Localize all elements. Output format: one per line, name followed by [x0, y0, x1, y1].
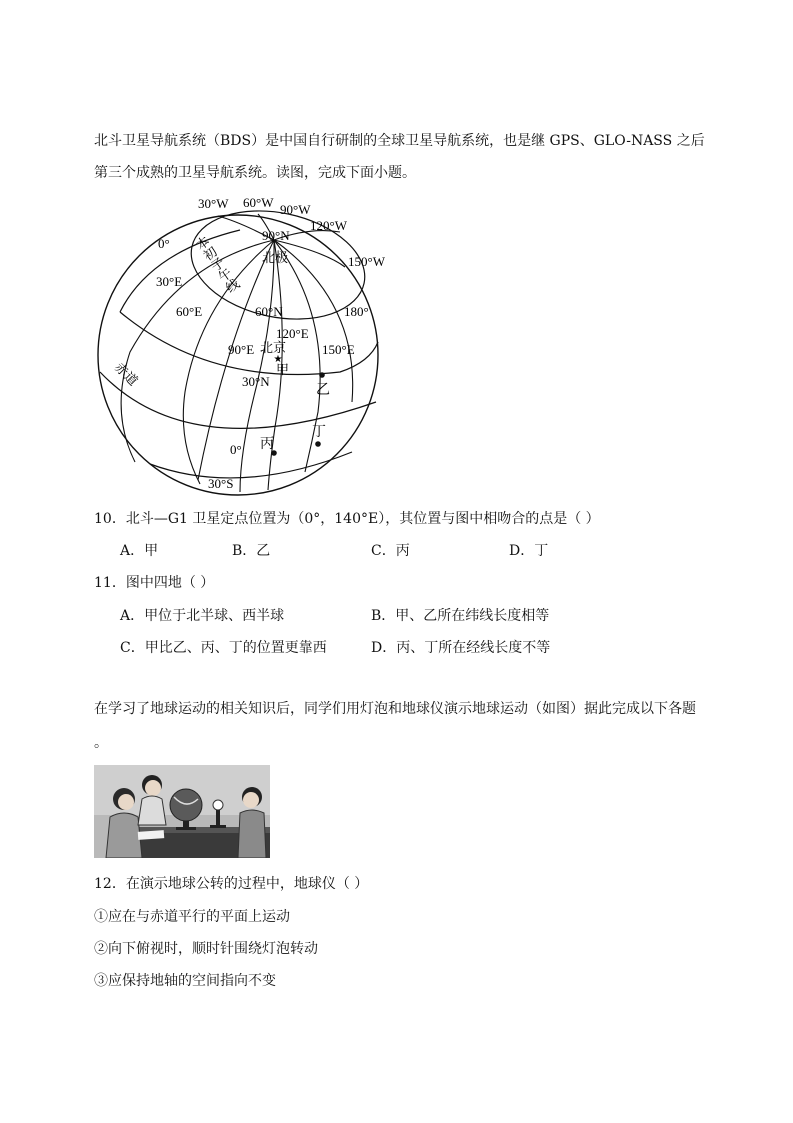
q10-option-c: C．丙 — [371, 543, 410, 559]
q12-statement-3: ③应保持地轴的空间指向不变 — [94, 973, 276, 989]
lat-30s-line — [150, 452, 352, 478]
label-180: 180° — [344, 304, 369, 319]
label-lat-0: 0° — [230, 442, 242, 457]
label-60e: 60°E — [176, 304, 203, 319]
globe-model — [170, 789, 202, 821]
label-lon-0: 0° — [158, 236, 170, 251]
q11-stem: 11．图中四地（ ） — [94, 575, 215, 591]
globe-figure — [90, 192, 390, 497]
passage2-line2: 。 — [94, 735, 108, 751]
label-30n: 30°N — [242, 374, 270, 389]
passage1-line1: 北斗卫星导航系统（BDS）是中国自行研制的全球卫星导航系统，也是继 GPS、GLO-NASS 之后 — [94, 133, 705, 149]
label-equator: 赤道 — [111, 359, 141, 389]
q10-option-a: A．甲 — [120, 543, 159, 559]
beijing-star: ★ — [273, 354, 283, 365]
point-yi-dot — [319, 372, 325, 378]
q12-statement-1: ①应在与赤道平行的平面上运动 — [94, 909, 290, 925]
point-ding-dot — [315, 441, 321, 447]
label-north-pole: 北极 — [262, 250, 289, 265]
label-30w: 30°W — [198, 196, 229, 211]
label-prime-meridian: 本初子午线 — [191, 233, 242, 296]
q11-option-b: B．甲、乙所在纬线长度相等 — [371, 608, 550, 624]
q10-option-b: B．乙 — [232, 543, 271, 559]
passage1-line2: 第三个成熟的卫星导航系统。读图，完成下面小题。 — [94, 165, 416, 181]
q12-stem: 12．在演示地球公转的过程中，地球仪（ ） — [94, 876, 369, 892]
label-90e: 90°E — [228, 342, 255, 357]
q11-option-d: D．丙、丁所在经线长度不等 — [371, 640, 551, 656]
label-150w: 150°W — [348, 254, 385, 269]
label-120w: 120°W — [310, 218, 347, 233]
q10-stem: 10．北斗—G1 卫星定点位置为（0°，140°E），其位置与图中相吻合的点是（ ） — [94, 511, 600, 527]
label-30e: 30°E — [156, 274, 183, 289]
label-60w: 60°W — [243, 195, 274, 210]
label-30s: 30°S — [208, 476, 234, 491]
label-beijing: 北京 — [260, 340, 287, 355]
passage2-line1: 在学习了地球运动的相关知识后，同学们用灯泡和地球仪演示地球运动（如图）据此完成以下各题 — [94, 701, 696, 717]
label-point-bing: 丙 — [260, 437, 274, 452]
q11-option-a: A．甲位于北半球、西半球 — [120, 608, 285, 624]
label-150e: 150°E — [322, 342, 355, 357]
q11-option-c: C．甲比乙、丙、丁的位置更靠西 — [120, 640, 327, 656]
label-point-yi: 乙 — [316, 383, 330, 398]
label-60n: 60°N — [255, 304, 283, 319]
classroom-photo — [94, 765, 270, 858]
label-point-jia: 甲 — [276, 362, 290, 377]
label-90n: 90°N — [262, 228, 290, 243]
q10-option-d: D．丁 — [509, 543, 549, 559]
label-120e: 120°E — [276, 326, 309, 341]
label-point-ding: 丁 — [312, 425, 326, 440]
q12-statement-2: ②向下俯视时，顺时针围绕灯泡转动 — [94, 941, 318, 957]
light-bulb — [213, 800, 223, 810]
equator-line — [100, 372, 376, 428]
label-90w: 90°W — [280, 202, 311, 217]
